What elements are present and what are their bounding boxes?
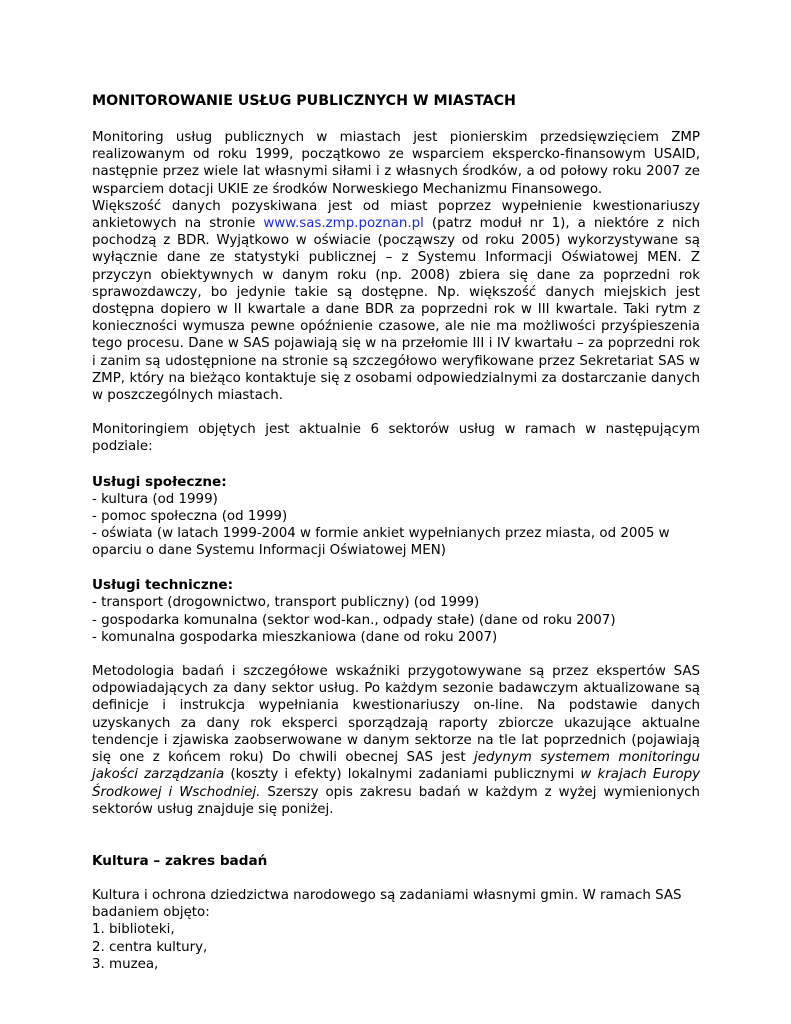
sas-website-link[interactable]: www.sas.zmp.poznan.pl bbox=[263, 216, 424, 232]
sectors-intro: Monitoringiem objętych jest aktualnie 6 sektorów usług w ramach w następującym podziale: bbox=[92, 422, 700, 455]
list-item: 3. muzea, bbox=[92, 956, 159, 972]
technical-services-heading: Usługi techniczne: bbox=[92, 577, 234, 594]
list-item: - oświata (w latach 1999-2004 w formie ankiet wypełnianych przez miasta, od 2005 w bbox=[92, 526, 670, 542]
culture-list bbox=[92, 921, 700, 973]
methodology-text-3: Szerszy opis zakresu badań w każdym z wyżej wymienionych sektorów usług znajduje się poniżej. bbox=[92, 784, 700, 817]
methodology-text-2: (koszty i efekty) lokalnymi zadaniami publicznymi bbox=[224, 767, 581, 783]
list-item: - komunalna gospodarka mieszkaniowa (dane od roku 2007) bbox=[92, 629, 498, 645]
list-item: - pomoc społeczna (od 1999) bbox=[92, 508, 288, 524]
intro-paragraph: Monitoring usług publicznych w miastach jest pionierskim przedsięwzięciem ZMP realizowanym od roku 1999, początkowo ze wsparciem ekspercko-finansowym USAID, następnie przez wiele lat własnymi siłami i z własnych środków, a od połowy roku 2007 ze wsparciem dotacji UKIE ze środków Norweskiego Mechanizmu Finansowego. bbox=[92, 130, 700, 197]
social-services-heading: Usługi społeczne: bbox=[92, 473, 227, 490]
culture-heading: Kultura – zakres badań bbox=[92, 852, 268, 869]
document-content bbox=[92, 92, 700, 973]
methodology-italic-2: w krajach Europy Środkowej i Wschodniej. bbox=[92, 767, 701, 800]
methodology-italic-1: jedynym systemem monitoringu jakości zarządzania bbox=[92, 750, 700, 783]
technical-services-list bbox=[92, 594, 700, 646]
data-sources-text-1: Większość danych pozyskiwana jest od miast poprzez wypełnienie kwestionariuszy ankietowych na stronie bbox=[92, 198, 700, 232]
document-title: MONITOROWANIE USŁUG PUBLICZNYCH W MIASTACH bbox=[92, 93, 516, 109]
list-item: 1. biblioteki, bbox=[92, 922, 175, 938]
methodology-text-1: Metodologia badań i szczegółowe wskaźniki przygotowywane są przez ekspertów SAS odpowiadających za dany sektor usług. Po każdym sezonie badawczym aktualizowane są definicje i instrukcja wypełniania kwestionariuszy on-line. Na podstawie danych uzyskanych za dany rok eksperci sporządzają raporty zbiorcze ukazujące aktualne tendencje i zjawiska zaobserwowane w danym sektorze na tle lat poprzednich (pojawiają się one z końcem roku) Do chwili obecnej SAS jest bbox=[92, 664, 700, 766]
list-item: 2. centra kultury, bbox=[92, 939, 208, 955]
list-item: - kultura (od 1999) bbox=[92, 491, 218, 507]
list-item: oparciu o dane Systemu Informacji Oświatowej MEN) bbox=[92, 543, 446, 559]
culture-intro-line-1: Kultura i ochrona dziedzictwa narodowego są zadaniami własnymi gmin. W ramach SAS bbox=[92, 887, 682, 903]
data-sources-text-2: (patrz moduł nr 1), a niektóre z nich pochodzą z BDR. Wyjątkowo w oświacie (począwszy od roku 2005) wykorzystywane są wyłącznie dane ze statystyki publicznej – z Systemu Informacji Oświatowej MEN. Z przyczyn obiektywnych w danym roku (np. 2008) zbiera się dane za poprzedni rok sprawozdawczy, bo jedynie takie są dostępne. Np. większość danych miejskich jest dostępna dopiero w II kwartale a dane BDR za poprzedni rok w III kwartale. Taki rytm z konieczności wymusza pewne opóźnienie czasowe, ale nie ma możliwości przyśpieszenia tego procesu. Dane w SAS pojawiają się w na przełomie III i IV kwartału – za poprzedni rok i zanim są udostępnione na stronie są szczegółowo weryfikowane przez Sekretariat SAS w ZMP, który na bieżąco kontaktuje się z osobami odpowiedzialnymi za dostarczanie danych w poszczególnych miastach. bbox=[92, 216, 700, 404]
methodology-paragraph bbox=[92, 663, 700, 818]
list-item: - transport (drogownictwo, transport publiczny) (od 1999) bbox=[92, 595, 480, 611]
culture-intro-line-2: badaniem objęto: bbox=[92, 905, 210, 921]
data-sources-paragraph bbox=[92, 198, 700, 404]
list-item: - gospodarka komunalna (sektor wod-kan., odpady stałe) (dane od roku 2007) bbox=[92, 612, 616, 628]
social-services-list bbox=[92, 491, 700, 560]
